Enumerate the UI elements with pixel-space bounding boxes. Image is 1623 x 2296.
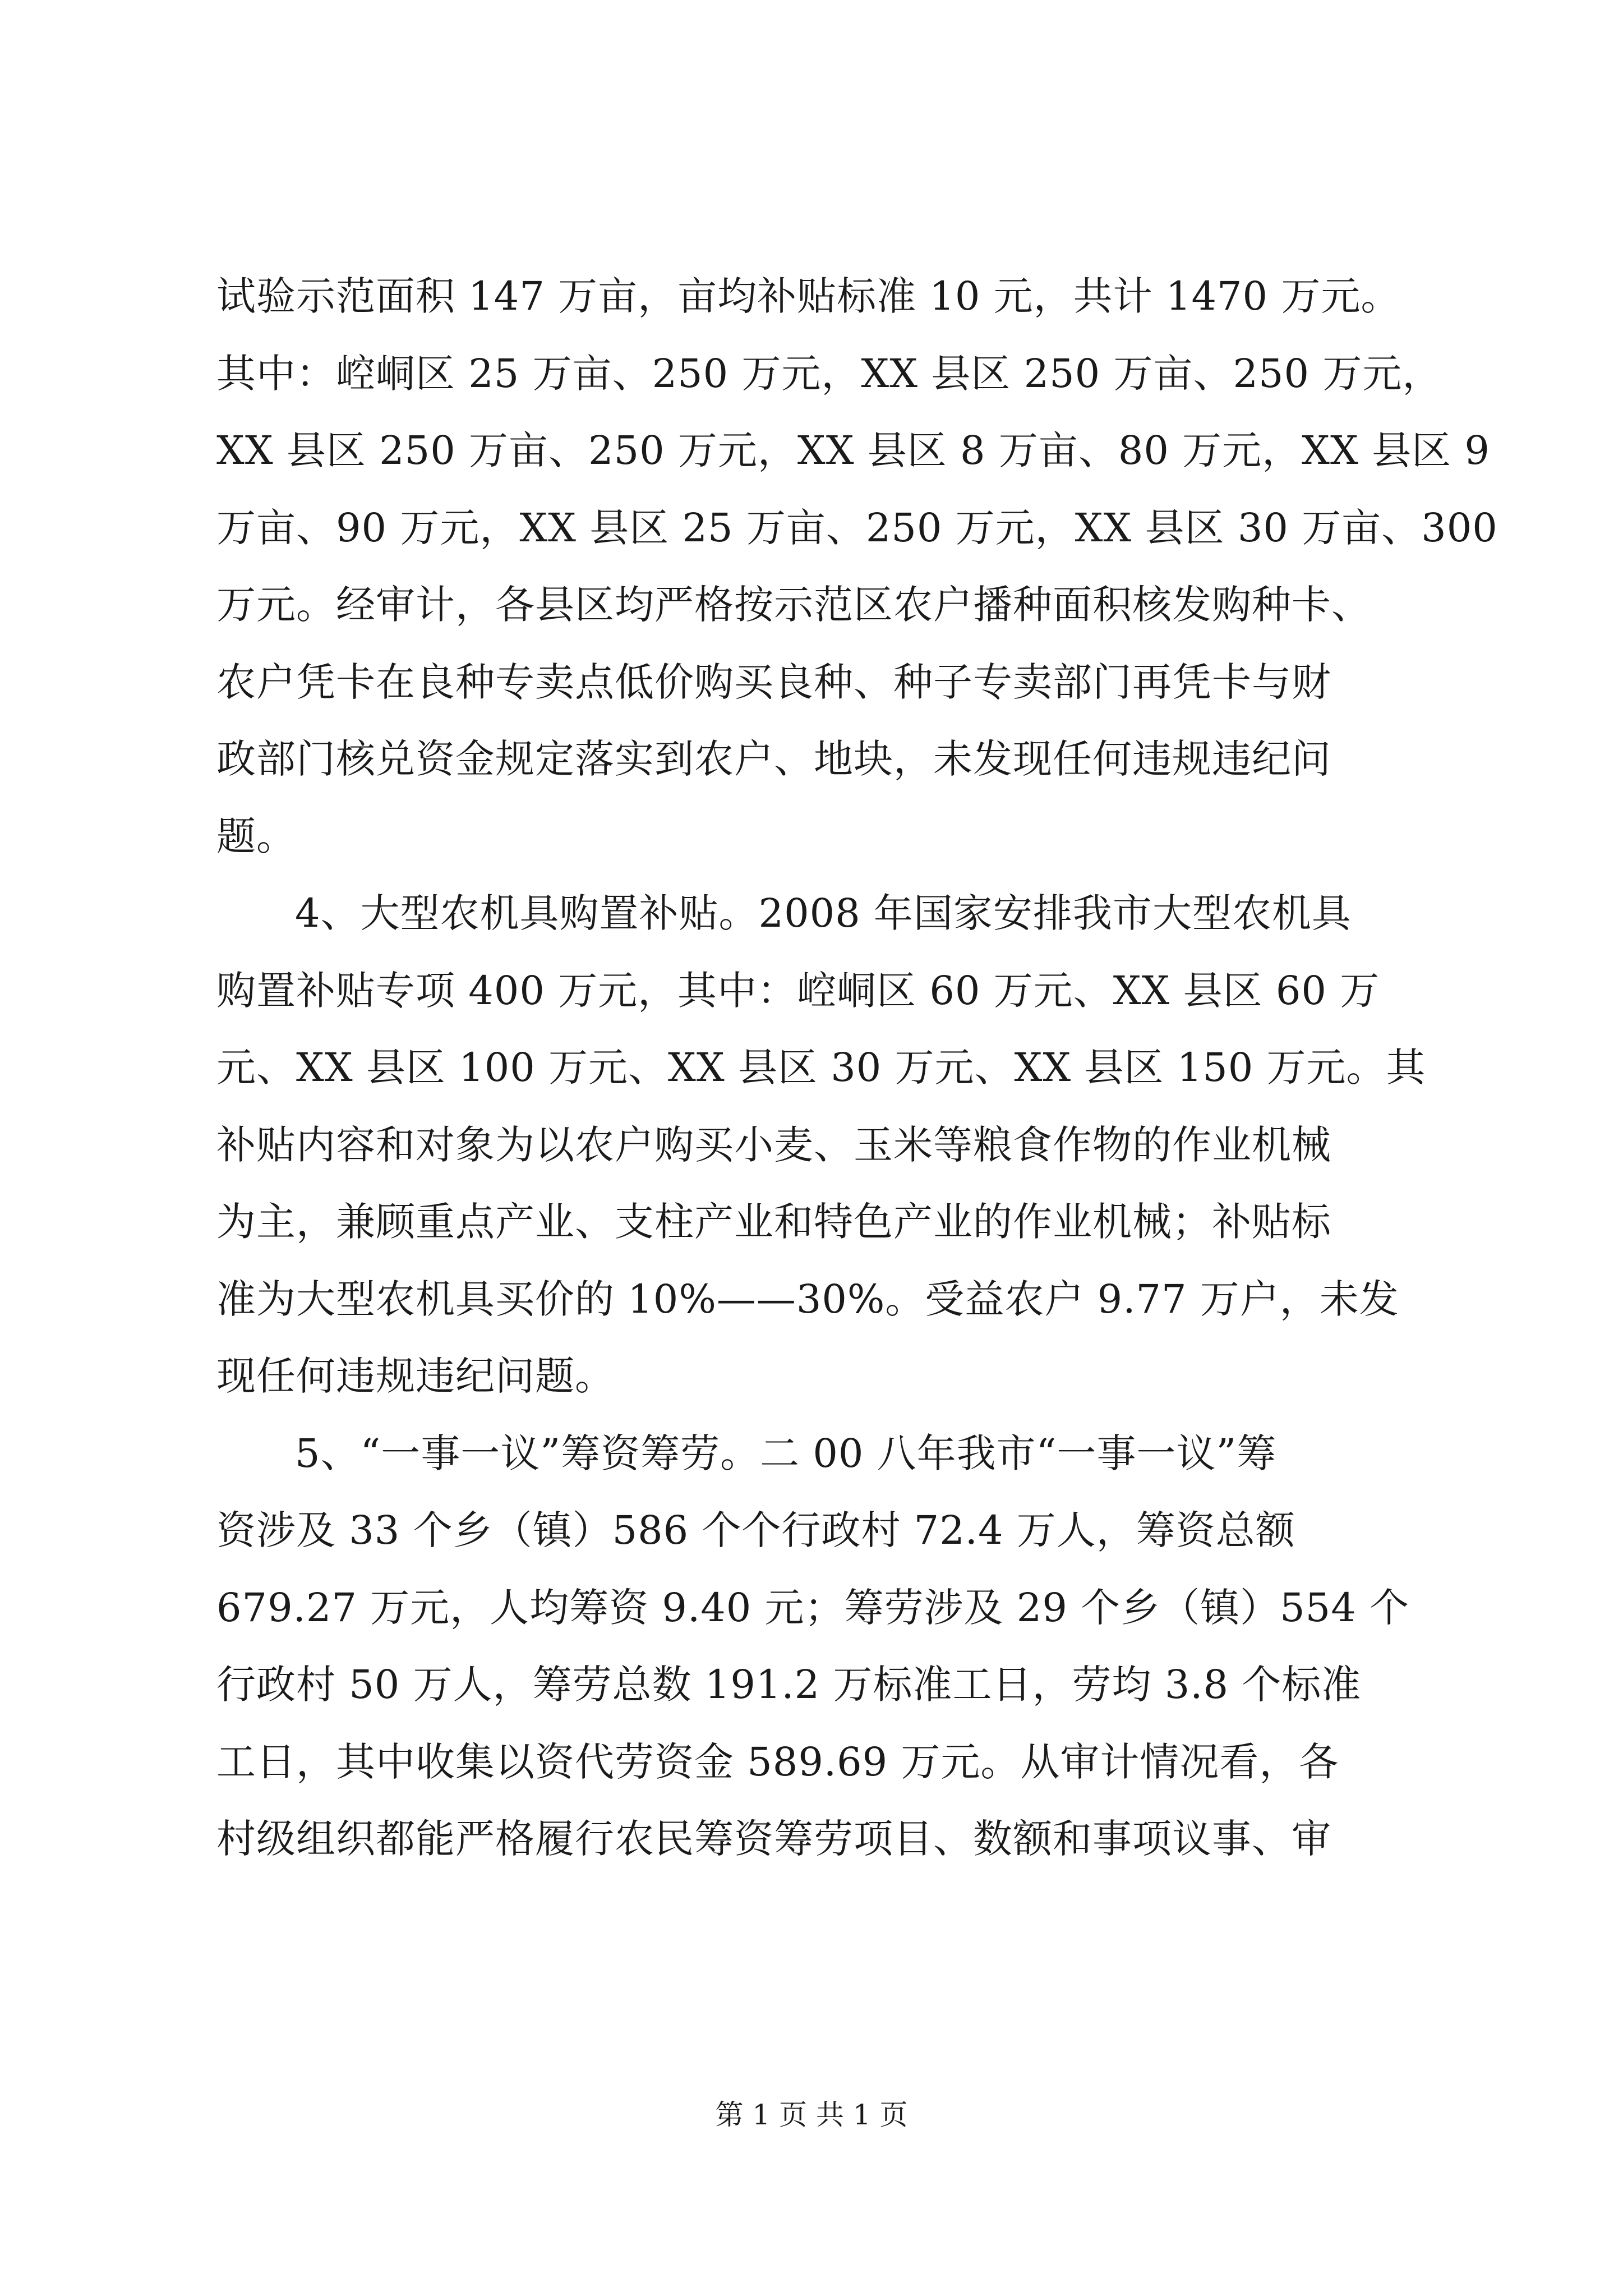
text-line: 准为大型农机具买价的 10%——30%。受益农户 9.77 万户，未发 [216, 1276, 1399, 1322]
paragraph-start-line: 4、大型农机具购置补贴。2008 年国家安排我市大型农机具 [295, 890, 1352, 936]
text-line: XX 县区 250 万亩、250 万元，XX 县区 8 万亩、80 万元，XX 县区 9 [216, 427, 1490, 473]
text-line: 试验示范面积 147 万亩，亩均补贴标准 10 元，共计 1470 万元。 [216, 273, 1401, 319]
text-line: 补贴内容和对象为以农户购买小麦、玉米等粮食作物的作业机械 [216, 1121, 1331, 1168]
body-text [216, 258, 1498, 1878]
text-line: 为主，兼顾重点产业、支柱产业和特色产业的作业机械；补贴标 [216, 1199, 1331, 1245]
text-line: 万元。经审计，各县区均严格按示范区农户播种面积核发购种卡、 [216, 582, 1371, 628]
text-line: 工日，其中收集以资代劳资金 589.69 万元。从审计情况看，各 [216, 1738, 1339, 1785]
text-line: 购置补贴专项 400 万元，其中：崆峒区 60 万元、XX 县区 60 万 [216, 967, 1380, 1014]
text-line: 村级组织都能严格履行农民筹资筹劳项目、数额和事项议事、审 [216, 1816, 1331, 1862]
text-line: 679.27 万元，人均筹资 9.40 元；筹劳涉及 29 个乡（镇）554 个 [216, 1584, 1409, 1631]
paragraph-start-line: 5、“一事一议”筹资筹劳。二 00 八年我市“一事一议”筹 [295, 1430, 1277, 1476]
text-line: 题。 [216, 813, 296, 859]
text-line: 元、XX 县区 100 万元、XX 县区 30 万元、XX 县区 150 万元。其 [216, 1045, 1426, 1091]
text-line: 政部门核兑资金规定落实到农户、地块，未发现任何违规违纪问 [216, 736, 1331, 782]
text-line: 农户凭卡在良种专卖点低价购买良种、种子专卖部门再凭卡与财 [216, 659, 1331, 705]
text-line: 行政村 50 万人，筹劳总数 191.2 万标准工日，劳均 3.8 个标准 [216, 1662, 1362, 1708]
text-line: 现任何违规违纪问题。 [216, 1353, 615, 1399]
text-line: 资涉及 33 个乡（镇）586 个个行政村 72.4 万人，筹资总额 [216, 1507, 1295, 1553]
text-line: 其中：崆峒区 25 万亩、250 万元，XX 县区 250 万亩、250 万元， [216, 350, 1442, 397]
text-line: 万亩、90 万元，XX 县区 25 万亩、250 万元，XX 县区 30 万亩、300 [216, 504, 1498, 551]
page-footer: 第 1 页 共 1 页 [715, 2099, 908, 2131]
